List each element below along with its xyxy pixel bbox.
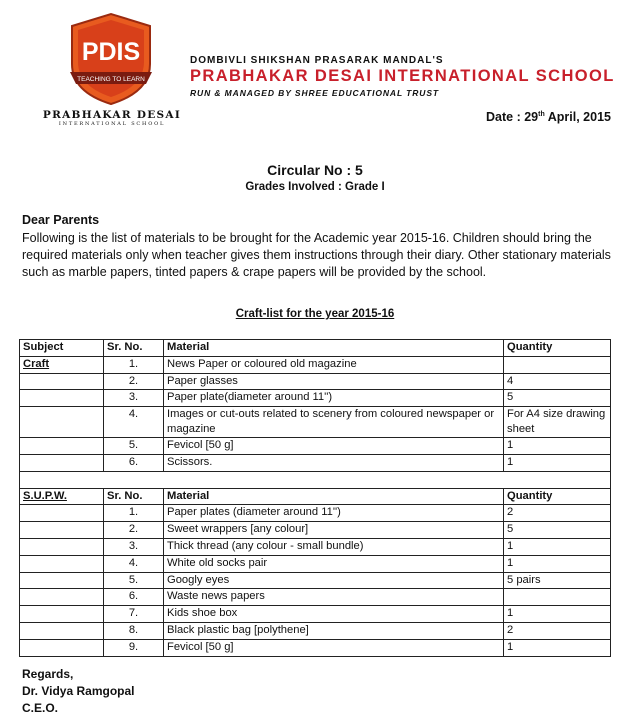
- subject-cell: [20, 390, 104, 407]
- subject-cell: [20, 454, 104, 471]
- quantity-cell: 5 pairs: [504, 572, 611, 589]
- sr-no-cell: 4.: [104, 555, 164, 572]
- school-logo: [66, 12, 156, 106]
- signatory-title: C.E.O.: [22, 701, 59, 715]
- subject-cell: [20, 622, 104, 639]
- subject-cell: [20, 522, 104, 539]
- quantity-cell: [504, 589, 611, 606]
- material-cell: Paper plate(diameter around 11''): [164, 390, 504, 407]
- grades-involved: Grades Involved : Grade I: [245, 181, 385, 193]
- quantity-cell: For A4 size drawing sheet: [504, 407, 611, 438]
- quantity-cell: 1: [504, 538, 611, 555]
- sr-no-cell: 2.: [104, 373, 164, 390]
- table-row: [20, 555, 611, 572]
- sr-no-cell: 2.: [104, 522, 164, 539]
- subject-cell: [20, 505, 104, 522]
- header-sr-no: Sr. No.: [104, 488, 164, 505]
- material-cell: Fevicol [50 g]: [164, 438, 504, 455]
- subject-cell: [20, 639, 104, 656]
- quantity-cell: 1: [504, 555, 611, 572]
- body-paragraph: Following is the list of materials to be brought for the Academic year 2015-16. Children should bring the required materials only when teacher gives them instructions through their diary. Other stationary materials such as marble papers, tinted papers & crape papers will be provided by the school.: [22, 231, 611, 279]
- table-row: [20, 373, 611, 390]
- list-title: Craft-list for the year 2015-16: [235, 308, 395, 320]
- materials-table: [19, 339, 611, 657]
- material-cell: Paper plates (diameter around 11''): [164, 505, 504, 522]
- material-cell: Sweet wrappers [any colour]: [164, 522, 504, 539]
- subject-cell: [20, 555, 104, 572]
- subject-cell: [20, 538, 104, 555]
- subject-cell: [20, 606, 104, 623]
- svg-text:PDIS: PDIS: [81, 38, 141, 66]
- table-header-row: [20, 340, 611, 357]
- salutation: Dear Parents: [22, 213, 100, 227]
- material-cell: Black plastic bag [polythene]: [164, 622, 504, 639]
- subject-cell: [20, 438, 104, 455]
- subject-cell: [20, 572, 104, 589]
- table-row: [20, 454, 611, 471]
- subject-cell: [20, 407, 104, 438]
- header-quantity: Quantity: [504, 488, 611, 505]
- sr-no-cell: 6.: [104, 589, 164, 606]
- sr-no-cell: 1.: [104, 505, 164, 522]
- material-cell: Scissors.: [164, 454, 504, 471]
- material-cell: Fevicol [50 g]: [164, 639, 504, 656]
- material-cell: Googly eyes: [164, 572, 504, 589]
- subject-cell: [20, 589, 104, 606]
- quantity-cell: [504, 356, 611, 373]
- quantity-cell: 4: [504, 373, 611, 390]
- quantity-cell: 5: [504, 522, 611, 539]
- table-row: [20, 390, 611, 407]
- gap-cell: [20, 471, 611, 488]
- sr-no-cell: 9.: [104, 639, 164, 656]
- sr-no-cell: 4.: [104, 407, 164, 438]
- sr-no-cell: 3.: [104, 390, 164, 407]
- table-row: [20, 622, 611, 639]
- material-cell: Thick thread (any colour - small bundle): [164, 538, 504, 555]
- table-row: [20, 407, 611, 438]
- table-row: [20, 538, 611, 555]
- table-header-row: [20, 488, 611, 505]
- table-row: [20, 505, 611, 522]
- quantity-cell: 1: [504, 606, 611, 623]
- subject-cell: [20, 373, 104, 390]
- managed-by: RUN & MANAGED BY SHREE EDUCATIONAL TRUST: [190, 88, 439, 98]
- table-gap-row: [20, 471, 611, 488]
- circular-title: Circular No : 5: [267, 162, 363, 178]
- header-sr-no: Sr. No.: [104, 340, 164, 357]
- material-cell: Images or cut-outs related to scenery from coloured newspaper or magazine: [164, 407, 504, 438]
- material-cell: Waste news papers: [164, 589, 504, 606]
- sr-no-cell: 6.: [104, 454, 164, 471]
- header-material: Material: [164, 488, 504, 505]
- regards-text: Regards,: [22, 667, 74, 681]
- sr-no-cell: 1.: [104, 356, 164, 373]
- material-cell: Kids shoe box: [164, 606, 504, 623]
- header-material: Material: [164, 340, 504, 357]
- signatory-name: Dr. Vidya Ramgopal: [22, 684, 135, 698]
- table-row: [20, 589, 611, 606]
- sr-no-cell: 8.: [104, 622, 164, 639]
- quantity-cell: 5: [504, 390, 611, 407]
- sr-no-cell: 5.: [104, 438, 164, 455]
- sr-no-cell: 5.: [104, 572, 164, 589]
- quantity-cell: 1: [504, 639, 611, 656]
- table-row: [20, 639, 611, 656]
- sr-no-cell: 7.: [104, 606, 164, 623]
- table-row: [20, 522, 611, 539]
- quantity-cell: 2: [504, 622, 611, 639]
- table-row: [20, 572, 611, 589]
- material-cell: News Paper or coloured old magazine: [164, 356, 504, 373]
- header-subject: Subject: [20, 340, 104, 357]
- material-cell: White old socks pair: [164, 555, 504, 572]
- org-line: DOMBIVLI SHIKSHAN PRASARAK MANDAL'S: [190, 55, 444, 66]
- quantity-cell: 1: [504, 454, 611, 471]
- header-quantity: Quantity: [504, 340, 611, 357]
- header-subject: S.U.P.W.: [20, 488, 104, 505]
- logo-caption: PRABHAKAR DESAI INTERNATIONAL SCHOOL: [42, 109, 182, 127]
- subject-cell: Craft: [20, 356, 104, 373]
- signoff: [22, 666, 134, 717]
- school-name: PRABHAKAR DESAI INTERNATIONAL SCHOOL: [190, 67, 615, 85]
- circular-date: Date : 29th April, 2015: [486, 110, 611, 124]
- table-row: [20, 356, 611, 373]
- quantity-cell: 2: [504, 505, 611, 522]
- sr-no-cell: 3.: [104, 538, 164, 555]
- table-row: [20, 438, 611, 455]
- material-cell: Paper glasses: [164, 373, 504, 390]
- quantity-cell: 1: [504, 438, 611, 455]
- svg-text:TEACHING TO LEARN: TEACHING TO LEARN: [77, 76, 145, 83]
- table-row: [20, 606, 611, 623]
